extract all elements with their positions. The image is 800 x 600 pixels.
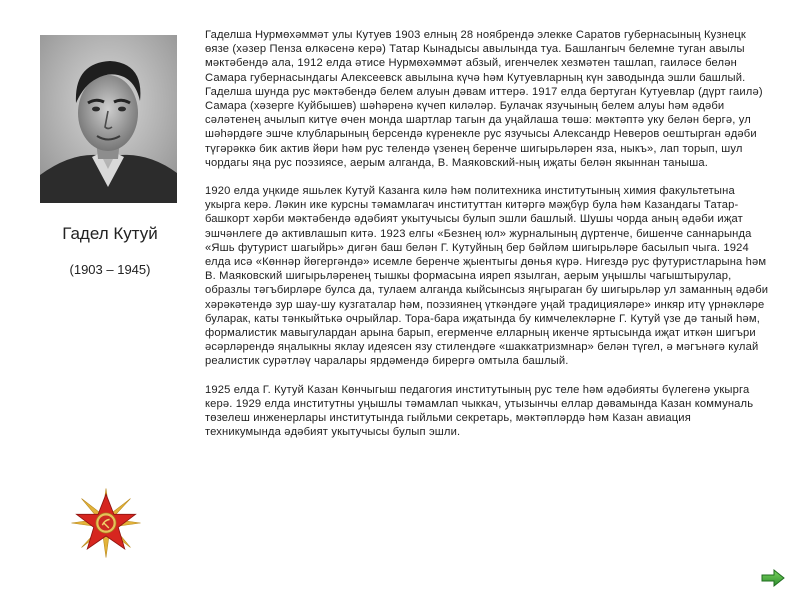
person-name: Гадел Кутуй [62,224,158,243]
person-years: (1903 – 1945) [69,262,151,277]
red-star-order-icon [70,487,142,559]
biography-paragraph-3: 1925 елда Г. Кутуй Казан Көнчыгыш педагогия институтының рус теле һәм әдәбияты бүлегенә укырга керә. 1929 елда институтны уңышлы тәмамлап чыккач, утызынчы еллар дәвамында Казан коммуналь төзелеш инженерлары институтында гыйльми секретарь, мәктәпләрдә һәм Казан авиация техникумында әдәбият укытучысы булып эшли. [205,383,754,439]
portrait-image [40,35,177,203]
next-slide-button[interactable] [760,568,786,588]
portrait-photo [40,35,177,203]
biography-paragraph-2: 1920 елда уңкиде яшьлек Кутуй Казанга килә һәм политехника институтының химия факультетына укырга керә. Ләкин ике курсны тәмамлагач институттан китәргә мәҗбүр була һәм Казандагы Татар-башкорт хәрби мәктәбендә әдәбият укытучысы булып эшли башлый. Шушы чорда аның әдәби иҗат эшчәнлеге дә активлашып китә. 1923 елгы «Безнең юл» журналының дүртенче, бишенче саннарында «Яшь футурист шагыйрь» дигән баш белән Г. Кутуйның бер бәйләм шигырьләре басылып чыга. 1924 елда исә «Көннәр йөгергәндә» исемле беренче җыентыгы дөнья күрә. Нигездә рус футуристларына һәм В. Маяковский шигырьләренең тышкы формасына ияреп язылган, аерым уңышлы чагыштырулар, образлы тәгъбирләре булса да, тулаем алганда кыйсынсыз яңгыраган бу шигырьләр ул заманның әдәби хәрәкәтендә зур шау-шу кузгаталар һәм, поэзиянең үткәндәге уңай традицияләре» инкяр итү үрнәкләре буларак, каты тәнкыйтькә очрыйлар. Тора-бара иҗатында бу кимчелекләрне Г. Кутуй үзе дә таный һәм, формалистик мавыгулардан арына барып, егерменче елларның икенче яртысында иҗат иткән шигъри әсәрләрендә яңалыкны яклау идеясен язу стилендәге «шаккатризмнар» белән түгел, ә мәгънәгә кулай реалистик сурәтләү чаралары ярдәмендә бирергә омтыла башлый. [205,185,769,368]
next-arrow-icon [760,568,786,588]
biography-paragraph-1: Гаделша Нурмөхәммәт улы Кутуев 1903 елның 28 ноябрендә элекке Саратов губернасының Кузнецк өязе (хәзер Пенза өлкәсенә керә) Татар Кынадысы авылында туа. Башлангыч белемне туган авылы мәктәбендә ала, 1912 елда әтисе Нурмөхәммәт абзый, игенчелек хезмәтен ташлап, гаиләсе белән Самара губернасындагы Алексеевск авылына күчә һәм Кутуевларның күн заводында эшли башлый. Гаделша шунда рус мәктәбендә белем алуын дәвам иттерә. 1917 елда бертуган Кутуевлар (дүрт гаилә) Самара (хәзерге Куйбышев) шәһәренә күчеп киләләр. Булачак язучының белем алуы һәм әдәби сәләтенең ачылып китүе өчен монда шартлар тагын да уңайлашa төшә: мәктәптә уку белән бергә, ул шәһәрдәге эшче клубларының берсендә күренекле рус язучысы Александр Неверов оештырган әдәби түгәрәккә бик актив йөри һәм рус телендә үзенең беренче шигырьләрен яза, ныкъ», лап торып, шул чордагы яңа рус поэзиясе, аерым алганда, В. Маяковский-ның иҗаты белән якыннан таныша. [205,29,763,169]
biography-text [205,28,770,453]
